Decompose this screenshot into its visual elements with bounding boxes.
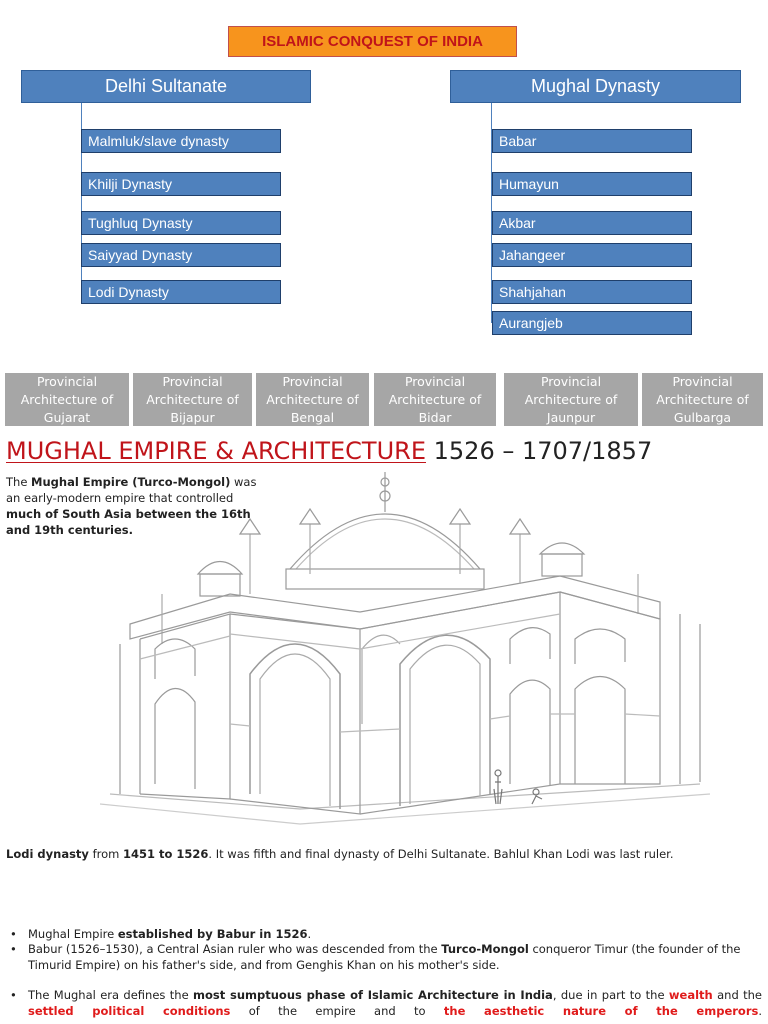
bullet-item xyxy=(10,926,762,942)
provincial-line2: Architecture of xyxy=(388,391,482,407)
provincial-line3: Gujarat xyxy=(43,409,91,425)
mughal-item-jahangeer: Jahangeer xyxy=(492,243,692,267)
mughal-item-humayun: Humayun xyxy=(492,172,692,196)
lodi-bold: Lodi dynasty xyxy=(6,847,89,861)
lodi-dynasty-note xyxy=(6,847,762,861)
provincial-line1: Provincial xyxy=(404,373,466,389)
provincial-cell-bijapur xyxy=(133,373,252,426)
intro-text: was an early-modern empire that controlled xyxy=(6,475,257,505)
provincial-line3: Bijapur xyxy=(170,409,215,425)
provincial-line2: Architecture of xyxy=(266,391,359,407)
bullet-text: and the xyxy=(712,988,763,1002)
intro-bold: Mughal Empire (Turco-Mongol) xyxy=(31,475,231,489)
provincial-cell-gulbarga xyxy=(642,373,763,426)
provincial-line1: Provincial xyxy=(540,373,602,389)
bullet-text: . xyxy=(307,927,312,941)
lodi-bold: 1451 to 1526 xyxy=(123,847,209,861)
provincial-cell-bidar xyxy=(374,373,496,426)
provincial-line2: Architecture of xyxy=(146,391,239,407)
delhi-item-mamluk: Malmluk/slave dynasty xyxy=(81,129,281,153)
mughal-item-babar: Babar xyxy=(492,129,692,153)
bullet-dot: • xyxy=(10,927,17,941)
provincial-cell-gujarat xyxy=(5,373,129,426)
bullet-text: . xyxy=(758,1004,762,1018)
bullet-dot: • xyxy=(10,988,17,1002)
bullet-dot: • xyxy=(10,942,17,956)
delhi-sultanate-header: Delhi Sultanate xyxy=(21,70,311,103)
bullet-item xyxy=(10,987,762,1019)
section-title xyxy=(6,437,652,465)
provincial-cell-bengal xyxy=(256,373,369,426)
bullet-text: Mughal Empire xyxy=(28,927,118,941)
provincial-line2: Architecture of xyxy=(20,391,114,407)
mughal-item-akbar: Akbar xyxy=(492,211,692,235)
bullet-text: of the empire and to xyxy=(230,1004,444,1018)
lodi-text: from xyxy=(88,847,123,861)
mughal-item-aurangjeb: Aurangjeb xyxy=(492,311,692,335)
delhi-item-tughluq: Tughluq Dynasty xyxy=(81,211,281,235)
provincial-line1: Provincial xyxy=(672,373,733,389)
mughal-dynasty-header: Mughal Dynasty xyxy=(450,70,741,103)
provincial-line3: Jaunpur xyxy=(546,409,596,425)
bullet-red: wealth xyxy=(668,988,713,1002)
mughal-intro-paragraph xyxy=(6,474,258,538)
provincial-line3: Gulbarga xyxy=(673,409,732,425)
provincial-line1: Provincial xyxy=(36,373,98,389)
intro-text: The xyxy=(6,475,32,489)
bullet-bold: Turco-Mongol xyxy=(441,942,529,956)
delhi-item-saiyyad: Saiyyad Dynasty xyxy=(81,243,281,267)
delhi-item-khilji: Khilji Dynasty xyxy=(81,172,281,196)
bullet-red: the aesthetic nature of the emperors xyxy=(443,1004,759,1018)
bullet-text: Babur (1526–1530), a Central Asian ruler who was descended from the xyxy=(28,942,442,956)
bullet-bold: most sumptuous phase of Islamic Architecture in India xyxy=(193,988,553,1002)
bullet-text: conqueror Timur (the founder of the Timurid Empire) on his father's side, and from Genghis Khan on his mother's side. xyxy=(28,942,741,972)
delhi-item-lodi: Lodi Dynasty xyxy=(81,280,281,304)
page-title: ISLAMIC CONQUEST OF INDIA xyxy=(228,26,517,57)
mughal-item-shahjahan: Shahjahan xyxy=(492,280,692,304)
provincial-cell-jaunpur xyxy=(504,373,638,426)
section-title-dates: 1526 – 1707/1857 xyxy=(426,437,653,465)
bullet-red: settled political conditions xyxy=(28,1004,231,1018)
provincial-line1: Provincial xyxy=(282,373,343,389)
provincial-line2: Architecture of xyxy=(656,391,749,407)
bullet-text: , due in part to the xyxy=(552,988,669,1002)
intro-bold: much of South Asia between the 16th and 19th centuries. xyxy=(6,507,251,537)
lodi-text: . It was fifth and final dynasty of Delhi Sultanate. Bahlul Khan Lodi was last ruler. xyxy=(208,847,674,861)
bullet-item xyxy=(10,941,762,973)
provincial-line1: Provincial xyxy=(162,373,223,389)
provincial-line2: Architecture of xyxy=(524,391,618,407)
bullet-bold: established by Babur in 1526 xyxy=(117,927,308,941)
section-title-main: MUGHAL EMPIRE & ARCHITECTURE xyxy=(6,437,426,465)
provincial-line3: Bengal xyxy=(290,409,335,425)
bullet-text: The Mughal era defines the xyxy=(28,988,194,1002)
provincial-line3: Bidar xyxy=(418,409,452,425)
